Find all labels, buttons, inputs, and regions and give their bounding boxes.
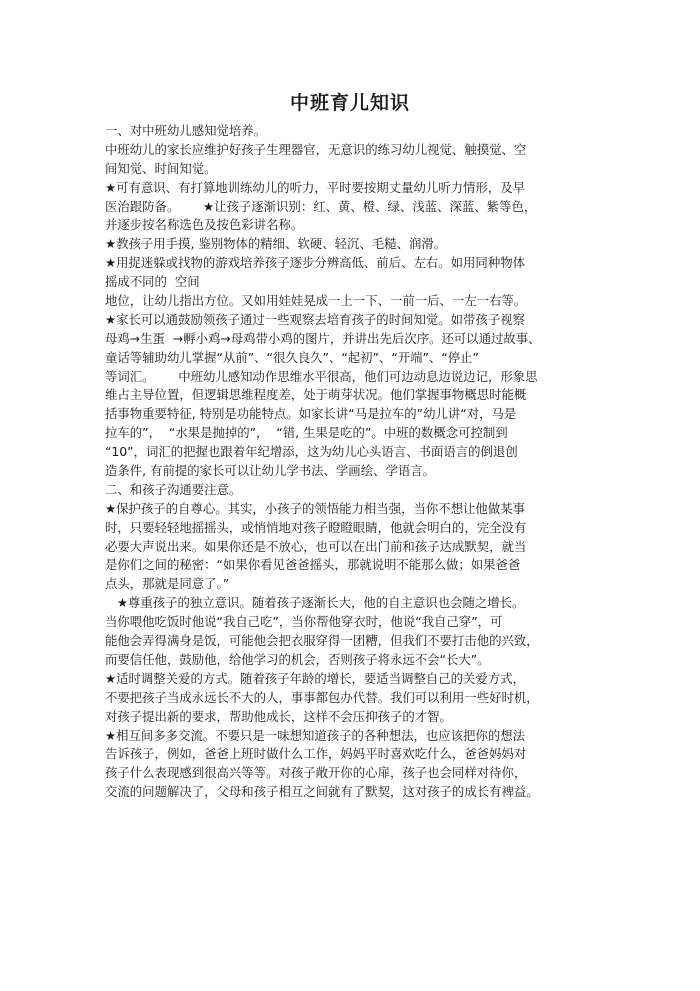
text-line: 是你们之间的秘密：“如果你看见爸爸摇头，那就说明不能那么做；如果爸爸 <box>105 557 521 573</box>
text-line: ★用捉迷躲或找物的游戏培养孩子逐步分辨高低、前后、左右。如用同种物体 <box>105 255 525 271</box>
text-line: 点头，那就是同意了。” <box>105 576 230 592</box>
text-line: “10”，词汇的把握也跟着年纪增添，这为幼儿心头语言、书面语言的倒退创 <box>105 444 518 460</box>
text-line: 必要大声说出来。如果你还是不放心，也可以在出门前和孩子达成默契，就当 <box>105 538 527 554</box>
text-line: 摇成不同的 空间 <box>105 274 200 290</box>
text-line: ★教孩子用手摸, 鉴别物体的精细、软硬、轻沉、毛糙、润滑。 <box>105 236 447 252</box>
text-line: 等词汇。 中班幼儿感知动作思维水平很高，他们可边动息边说边记，形象思 <box>105 368 538 384</box>
text-line: 对孩子提出新的要求，帮助他成长，这样不会压抑孩子的才智。 <box>105 708 452 724</box>
text-line: ★适时调整关爱的方式。随着孩子年龄的增长，要适当调整自己的关爱方式， <box>105 670 525 686</box>
text-line: 不要把孩子当成永远长不大的人，事事都包办代替。我们可以利用一些好时机， <box>105 689 539 705</box>
text-line: ★可有意识、有打算地训练幼儿的听力，平时要按期丈量幼儿听力情形，及早 <box>105 179 525 195</box>
text-line: 医治跟防备。 ★让孩子逐渐识别：红、黄、橙、绿、浅蓝、深蓝、紫等色， <box>105 198 537 214</box>
text-line: 童话等辅助幼儿掌握“从前”、“很久良久”、“起初”、“开端”、“停止” <box>105 349 479 365</box>
text-line: 能他会弄得满身是饭，可能他会把衣服穿得一团糟，但我们不要打击他的兴致， <box>105 633 539 649</box>
text-line: ★家长可以通鼓励领孩子通过一些观察去培育孩子的时间知觉。如带孩子视察 <box>105 311 525 327</box>
text-line: 而要信任他，鼓励他，给他学习的机会，否则孩子将永远不会“长大”。 <box>105 651 490 667</box>
text-line: 一、对中班幼儿感知觉培养。 <box>105 123 267 138</box>
text-line: ★相互间多多交流。不要只是一味想知道孩子的各种想法，也应该把你的想法 <box>105 727 525 743</box>
text-line: ★保护孩子的自尊心。其实，小孩子的领悟能力相当强，当你不想让他做某事 <box>105 500 525 516</box>
text-line: 孩子什么表现感到很高兴等等。对孩子敞开你的心扉，孩子也会同样对待你， <box>105 765 527 781</box>
text-line: 中班幼儿的家长应维护好孩子生理器官，无意识的练习幼儿视觉、触摸觉、空 <box>105 141 527 157</box>
text-line: 拉车的”， “水果是抛掉的”， “错, 生果是吃的”。中班的数概念可控制到 <box>105 425 508 441</box>
text-line: 并逐步按名称选色及按色彩讲名称。 <box>105 217 304 233</box>
text-line: 当你喂他吃饭时他说“我自己吃”，当你帮他穿衣时，他说“我自己穿”，可 <box>105 614 503 630</box>
text-line: ★尊重孩子的独立意识。随着孩子逐渐长大，他的自主意识也会随之增长。 <box>105 595 525 611</box>
text-line: 造条件, 有前提的家长可以让幼儿学书法、学画绘、学语言。 <box>105 463 436 479</box>
text-line: 括事物重要特征, 特别是功能特点。如家长讲“马是拉车的”幼儿讲“对，马是 <box>105 406 517 422</box>
text-line: 交流的问题解决了，父母和孩子相互之间就有了默契，这对孩子的成长有裨益。 <box>105 784 539 800</box>
text-line: 母鸡→生蛋 →孵小鸡→母鸡带小鸡的图片，并讲出先后次序。还可以通过故事、 <box>105 330 541 346</box>
text-line: 维占主导位置，但逻辑思维程度差，处于萌芽状况。他们掌握事物概思时能概 <box>105 387 527 403</box>
text-line: 间知觉、时间知觉。 <box>105 160 217 176</box>
text-line: 告诉孩子，例如，爸爸上班时做什么工作，妈妈平时喜欢吃什么，爸爸妈妈对 <box>105 746 527 762</box>
text-line: 地位，让幼儿指出方位。又如用娃娃晃成一上一下、一前一后、一左一右等。 <box>105 293 527 309</box>
page-title: 中班育儿知识 <box>289 92 410 114</box>
document-body <box>105 122 605 802</box>
text-line: 时，只要轻轻地摇摇头，或悄悄地对孩子瞪瞪眼睛，他就会明白的，完全没有 <box>105 519 527 535</box>
text-line: 二、和孩子沟通要注意。 <box>105 481 242 497</box>
